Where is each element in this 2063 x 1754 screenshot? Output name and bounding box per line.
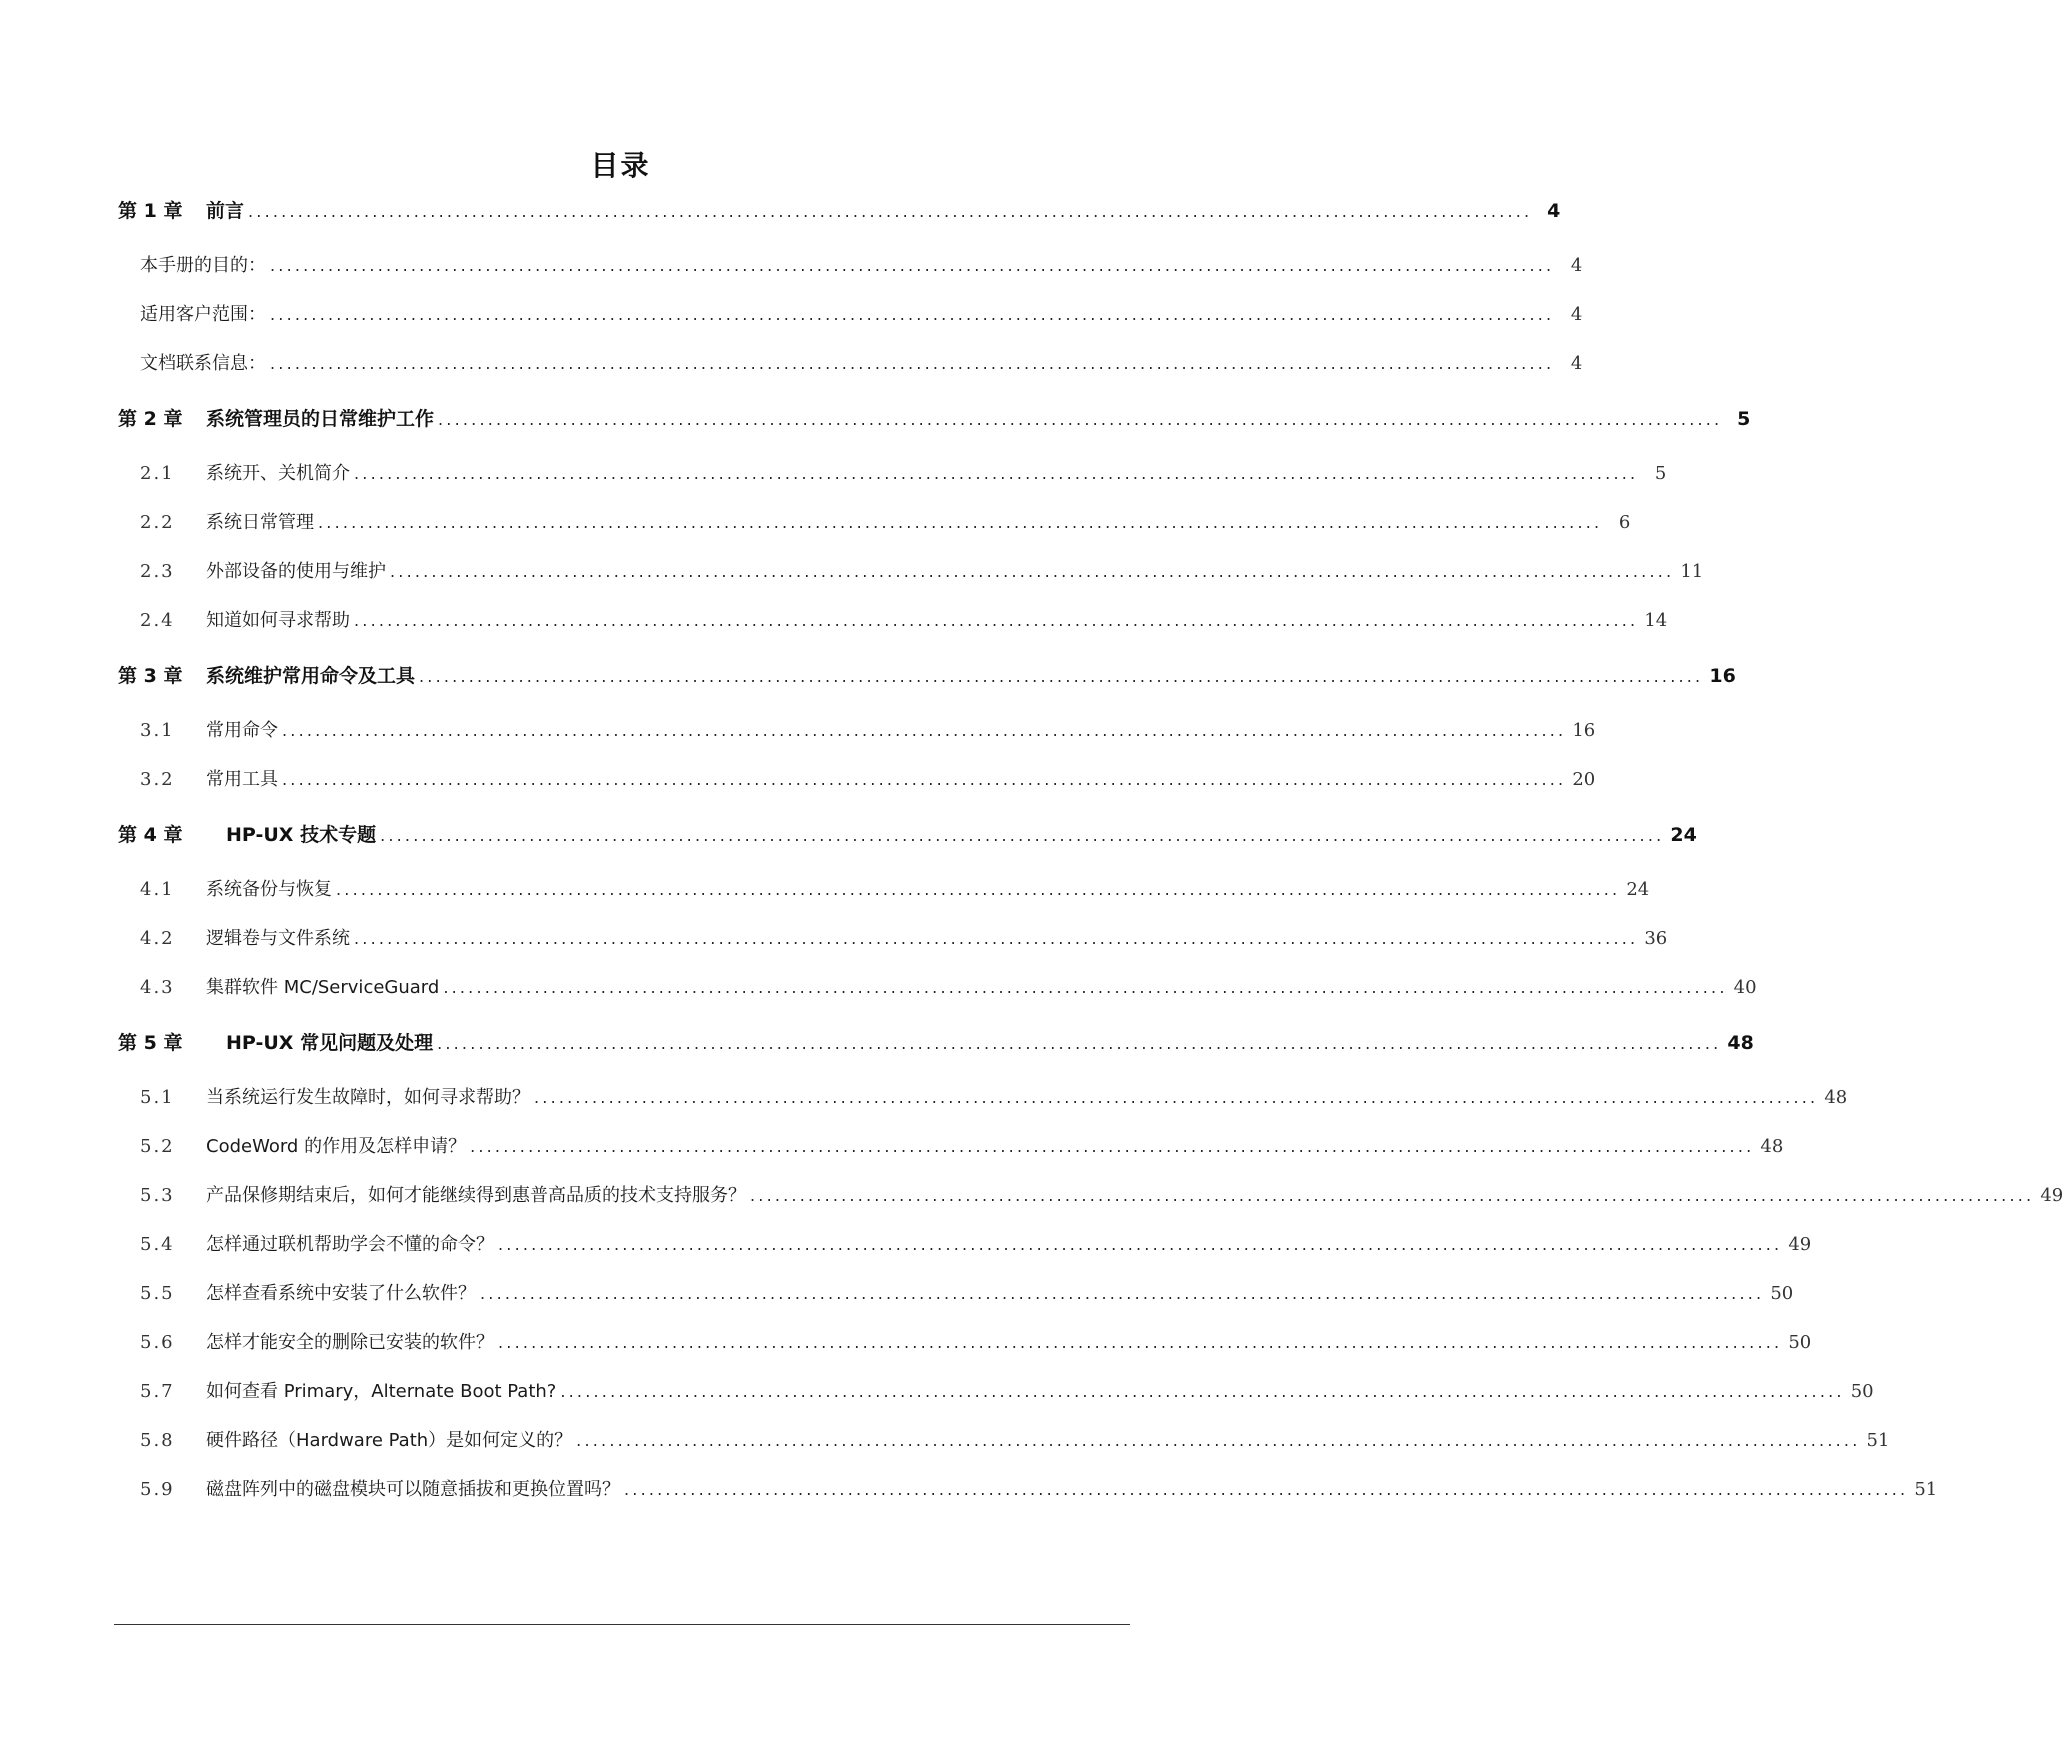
toc-leader: ........................................................................................................................................................... <box>282 770 1567 789</box>
toc-chapter-2[interactable] <box>118 404 1751 434</box>
toc-leader: ........................................................................................................................................................... <box>443 978 1728 997</box>
toc-chapter-4[interactable] <box>118 820 1697 850</box>
toc-page-number: 4 <box>1570 255 1583 276</box>
toc-label: 适用客户范围： <box>140 304 266 325</box>
toc-label: CodeWord 的作用及怎样申请？ <box>206 1136 467 1157</box>
toc-leader: ........................................................................................................................................................... <box>248 202 1533 221</box>
toc-page-number: 16 <box>1572 720 1596 741</box>
toc-section-2-3[interactable] <box>118 557 1704 587</box>
toc-leader: ........................................................................................................................................................... <box>576 1431 1861 1450</box>
toc-number: 2.3 <box>140 561 175 582</box>
toc-number: 5.2 <box>140 1136 175 1157</box>
toc-leader: ........................................................................................................................................................... <box>480 1284 1765 1303</box>
toc-label: 怎样才能安全的删除已安装的软件？ <box>206 1332 494 1353</box>
toc-leader: ........................................................................................................................................................... <box>560 1382 1845 1401</box>
toc-page-number: 24 <box>1670 824 1697 846</box>
toc-page-number: 5 <box>1737 408 1751 430</box>
toc-leader: ........................................................................................................................................................... <box>318 513 1603 532</box>
toc-page-number: 16 <box>1709 665 1736 687</box>
toc-number: 5.5 <box>140 1283 175 1304</box>
toc-label: 系统开、关机简介 <box>206 463 350 484</box>
toc-leader: ........................................................................................................................................................... <box>498 1235 1783 1254</box>
toc-leader: ........................................................................................................................................................... <box>270 354 1555 373</box>
toc-number: 4.2 <box>140 928 175 949</box>
toc-leader: ........................................................................................................................................................... <box>534 1088 1819 1107</box>
toc-section-5-7[interactable] <box>118 1377 1874 1407</box>
toc-number: 第 2 章 <box>118 408 183 430</box>
toc-page-number: 48 <box>1824 1087 1848 1108</box>
toc-section-5-3[interactable] <box>118 1181 2063 1211</box>
toc-page-number: 51 <box>1914 1479 1938 1500</box>
toc-label: 逻辑卷与文件系统 <box>206 928 350 949</box>
toc-label: HP-UX 技术专题 <box>226 824 377 846</box>
toc-leader: ........................................................................................................................................................... <box>336 880 1621 899</box>
toc-page-number: 4 <box>1547 200 1561 222</box>
toc-label: HP-UX 常见问题及处理 <box>226 1032 434 1054</box>
toc-number: 5.7 <box>140 1381 175 1402</box>
toc-label: 前言 <box>206 200 245 222</box>
toc-entry-contact[interactable] <box>140 349 1583 379</box>
toc-number: 4.3 <box>140 977 175 998</box>
toc-page-number: 5 <box>1654 463 1667 484</box>
toc-number: 5.9 <box>140 1479 175 1500</box>
toc-label: 怎样查看系统中安装了什么软件？ <box>206 1283 476 1304</box>
toc-page-number: 50 <box>1788 1332 1812 1353</box>
toc-label: 系统备份与恢复 <box>206 879 332 900</box>
toc-section-5-9[interactable] <box>118 1475 1938 1505</box>
toc-leader: ........................................................................................................................................................... <box>354 464 1639 483</box>
toc-section-5-1[interactable] <box>118 1083 1848 1113</box>
toc-label: 当系统运行发生故障时，如何寻求帮助？ <box>206 1087 530 1108</box>
toc-label: 磁盘阵列中的磁盘模块可以随意插拔和更换位置吗？ <box>206 1479 620 1500</box>
toc-leader: ........................................................................................................................................................... <box>438 410 1723 429</box>
toc-number: 3.2 <box>140 769 175 790</box>
toc-leader: ........................................................................................................................................................... <box>470 1137 1755 1156</box>
toc-chapter-3[interactable] <box>118 661 1736 691</box>
toc-number: 5.4 <box>140 1234 175 1255</box>
toc-leader: ........................................................................................................................................................... <box>380 826 1665 845</box>
toc-page-number: 20 <box>1572 769 1596 790</box>
toc-section-5-6[interactable] <box>118 1328 1812 1358</box>
footer-rule <box>114 1624 1130 1625</box>
toc-page-number: 51 <box>1866 1430 1890 1451</box>
toc-number: 第 4 章 <box>118 824 183 846</box>
toc-section-5-5[interactable] <box>118 1279 1794 1309</box>
toc-leader: ........................................................................................................................................................... <box>390 562 1675 581</box>
toc-leader: ........................................................................................................................................................... <box>750 1186 2035 1205</box>
toc-label: 外部设备的使用与维护 <box>206 561 386 582</box>
toc-section-5-4[interactable] <box>118 1230 1812 1260</box>
toc-page-number: 50 <box>1770 1283 1794 1304</box>
toc-page-number: 49 <box>2040 1185 2063 1206</box>
toc-section-3-2[interactable] <box>118 765 1596 795</box>
toc-leader: ........................................................................................................................................................... <box>419 667 1704 686</box>
toc-page-number: 36 <box>1644 928 1668 949</box>
toc-section-2-2[interactable] <box>118 508 1631 538</box>
toc-leader: ........................................................................................................................................................... <box>354 611 1639 630</box>
toc-section-5-8[interactable] <box>118 1426 1890 1456</box>
toc-section-4-2[interactable] <box>118 924 1668 954</box>
toc-label: 常用命令 <box>206 720 278 741</box>
toc-number: 4.1 <box>140 879 175 900</box>
toc-section-4-1[interactable] <box>118 875 1650 905</box>
toc-label: 系统维护常用命令及工具 <box>206 665 416 687</box>
toc-leader: ........................................................................................................................................................... <box>270 256 1555 275</box>
toc-leader: ........................................................................................................................................................... <box>437 1034 1722 1053</box>
toc-section-4-3[interactable] <box>118 973 1757 1003</box>
toc-chapter-1[interactable] <box>118 196 1561 226</box>
toc-section-5-2[interactable] <box>118 1132 1784 1162</box>
toc-leader: ........................................................................................................................................................... <box>270 305 1555 324</box>
toc-page-number: 6 <box>1618 512 1631 533</box>
toc-label: 知道如何寻求帮助 <box>206 610 350 631</box>
toc-page-number: 48 <box>1727 1032 1754 1054</box>
toc-label: 产品保修期结束后，如何才能继续得到惠普高品质的技术支持服务？ <box>206 1185 746 1206</box>
toc-leader: ........................................................................................................................................................... <box>354 929 1639 948</box>
toc-leader: ........................................................................................................................................................... <box>282 721 1567 740</box>
toc-chapter-5[interactable] <box>118 1028 1754 1058</box>
toc-section-2-4[interactable] <box>118 606 1668 636</box>
toc-entry-purpose[interactable] <box>140 251 1583 281</box>
toc-page-number: 40 <box>1733 977 1757 998</box>
toc-number: 2.2 <box>140 512 175 533</box>
toc-label: 本手册的目的： <box>140 255 266 276</box>
page-title: 目录 <box>590 149 651 182</box>
toc-page-number: 49 <box>1788 1234 1812 1255</box>
toc-page-number: 4 <box>1570 304 1583 325</box>
toc-leader: ........................................................................................................................................................... <box>498 1333 1783 1352</box>
toc-number: 5.3 <box>140 1185 175 1206</box>
toc-number: 第 5 章 <box>118 1032 183 1054</box>
toc-number: 5.8 <box>140 1430 175 1451</box>
toc-leader: ........................................................................................................................................................... <box>624 1480 1909 1499</box>
toc-section-2-1[interactable] <box>118 459 1667 489</box>
toc-label: 常用工具 <box>206 769 278 790</box>
toc-number: 5.1 <box>140 1087 175 1108</box>
toc-label: 系统管理员的日常维护工作 <box>206 408 435 430</box>
toc-entry-audience[interactable] <box>140 300 1583 330</box>
toc-number: 3.1 <box>140 720 175 741</box>
toc-number: 2.4 <box>140 610 175 631</box>
toc-page-number: 24 <box>1626 879 1650 900</box>
toc-label: 系统日常管理 <box>206 512 314 533</box>
toc-page-number: 4 <box>1570 353 1583 374</box>
toc-label: 如何查看 Primary，Alternate Boot Path? <box>206 1381 557 1402</box>
toc-label: 文档联系信息： <box>140 353 266 374</box>
toc-page-number: 48 <box>1760 1136 1784 1157</box>
toc-label: 怎样通过联机帮助学会不懂的命令？ <box>206 1234 494 1255</box>
toc-page-number: 14 <box>1644 610 1668 631</box>
toc-number: 第 1 章 <box>118 200 183 222</box>
toc-page-number: 11 <box>1680 561 1704 582</box>
toc-number: 第 3 章 <box>118 665 183 687</box>
toc-section-3-1[interactable] <box>118 716 1596 746</box>
toc-label: 硬件路径（Hardware Path）是如何定义的？ <box>206 1430 573 1451</box>
toc-page-number: 50 <box>1850 1381 1874 1402</box>
toc-number: 2.1 <box>140 463 175 484</box>
toc-label: 集群软件 MC/ServiceGuard <box>206 977 440 998</box>
toc-number: 5.6 <box>140 1332 175 1353</box>
